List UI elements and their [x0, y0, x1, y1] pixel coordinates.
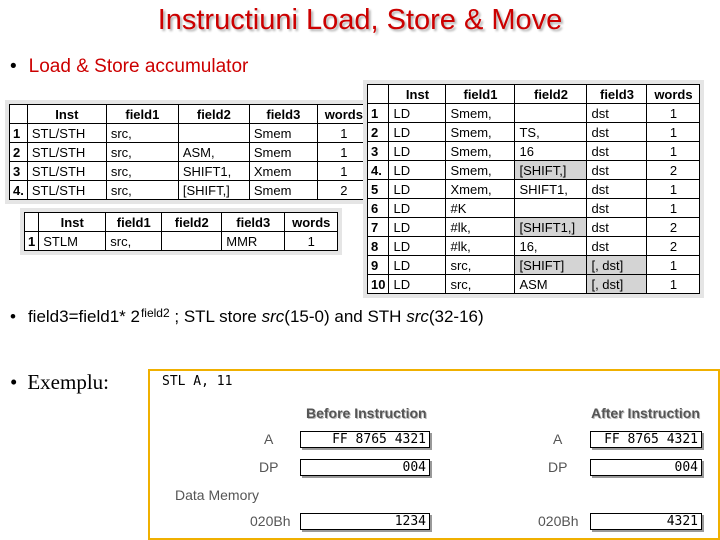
after-dp-label: DP — [548, 459, 568, 475]
cell-inst: LD — [389, 161, 446, 180]
table-row — [368, 237, 700, 256]
cell-field3: Smem — [249, 181, 317, 200]
cell-field3: dst — [587, 237, 647, 256]
stlm-header-field3: field3 — [222, 213, 285, 232]
store-header-field3: field3 — [249, 105, 317, 124]
cell-field1: Smem, — [446, 123, 515, 142]
bullet-load-store-text: Load & Store accumulator — [28, 56, 249, 77]
cell-field3: dst — [587, 161, 647, 180]
cell-field2 — [515, 199, 587, 218]
after-a-value: FF 8765 4321 — [590, 431, 702, 448]
row-number: 8 — [368, 237, 389, 256]
cell-inst: STL/STH — [27, 143, 106, 162]
row-number: 6 — [368, 199, 389, 218]
row-number: 1 — [25, 232, 39, 251]
data-memory-label: Data Memory — [175, 487, 260, 503]
cell-field1: #lk, — [446, 237, 515, 256]
cell-inst: STL/STH — [27, 124, 106, 143]
load-header-inst: Inst — [389, 85, 446, 104]
cell-field2: SHIFT1, — [178, 162, 249, 181]
after-memory-value: 4321 — [590, 513, 702, 530]
cell-words: 1 — [317, 162, 370, 181]
cell-inst: LD — [389, 218, 446, 237]
cell-field3: Smem — [249, 143, 317, 162]
cell-field1: src, — [106, 181, 178, 200]
cell-field1: Smem, — [446, 142, 515, 161]
cell-words: 1 — [647, 199, 700, 218]
table-row — [368, 123, 700, 142]
cell-field3: dst — [587, 104, 647, 123]
table-row — [368, 218, 700, 237]
cell-field3: Smem — [249, 124, 317, 143]
cell-inst: LD — [389, 142, 446, 161]
formula-mid: ; STL store — [169, 307, 262, 326]
table-row — [10, 162, 371, 181]
store-table — [9, 104, 371, 200]
cell-field1: Smem, — [446, 161, 515, 180]
before-a-label: A — [264, 431, 274, 447]
cell-field2: [SHIFT] — [515, 256, 587, 275]
cell-words: 1 — [647, 104, 700, 123]
bullet-formula — [10, 306, 484, 327]
formula-src-1: src — [261, 307, 285, 326]
formula-exponent: field2 — [140, 306, 170, 320]
cell-inst: LD — [389, 237, 446, 256]
row-number: 5 — [368, 180, 389, 199]
load-header-words: words — [647, 85, 700, 104]
cell-field2: [SHIFT1,] — [515, 218, 587, 237]
table-row — [368, 180, 700, 199]
load-table-wrapper — [363, 80, 704, 298]
table-row — [368, 142, 700, 161]
table-row — [10, 181, 371, 200]
store-header-num — [10, 105, 28, 124]
before-dp-value: 004 — [300, 459, 430, 476]
cell-field3: dst — [587, 142, 647, 161]
cell-field1: #lk, — [446, 218, 515, 237]
after-instruction-header: After Instruction — [591, 405, 700, 421]
cell-field1: src, — [106, 232, 162, 251]
cell-field2: ASM, — [178, 143, 249, 162]
cell-words: 1 — [647, 256, 700, 275]
table-row — [368, 161, 700, 180]
stlm-header-field2: field2 — [162, 213, 222, 232]
before-dp-label: DP — [259, 459, 279, 475]
load-table — [367, 84, 700, 294]
cell-words: 1 — [317, 143, 370, 162]
store-header-inst: Inst — [27, 105, 106, 124]
slide-title: Instructiuni Load, Store & Move — [157, 4, 563, 36]
cell-field2 — [515, 104, 587, 123]
bullet-dot: • — [10, 307, 16, 326]
store-table-wrapper — [5, 100, 375, 204]
cell-inst: LD — [389, 275, 446, 294]
bullet-load-store — [10, 56, 248, 78]
cell-field2: SHIFT1, — [515, 180, 587, 199]
cell-words: 1 — [647, 123, 700, 142]
load-header-num — [368, 85, 389, 104]
formula-prefix: field3=field1* 2 — [27, 307, 140, 326]
cell-inst: LD — [389, 123, 446, 142]
row-number: 9 — [368, 256, 389, 275]
cell-words: 2 — [647, 161, 700, 180]
cell-field1: src, — [106, 143, 178, 162]
cell-field1: Smem, — [446, 104, 515, 123]
before-instruction-header: Before Instruction — [306, 405, 427, 421]
cell-field3: dst — [587, 123, 647, 142]
table-row — [368, 256, 700, 275]
formula-range-2: (32-16) — [428, 307, 484, 326]
row-number: 1 — [10, 124, 28, 143]
cell-inst: LD — [389, 180, 446, 199]
formula-src-2: src — [406, 307, 429, 326]
bullet-example — [10, 370, 109, 395]
cell-field1: #K — [446, 199, 515, 218]
cell-field3: dst — [587, 199, 647, 218]
table-row — [368, 199, 700, 218]
cell-field1: Xmem, — [446, 180, 515, 199]
cell-words: 1 — [317, 124, 370, 143]
stlm-header-inst: Inst — [39, 213, 106, 232]
after-a-label: A — [553, 431, 563, 447]
cell-field2: [SHIFT,] — [178, 181, 249, 200]
row-number: 7 — [368, 218, 389, 237]
bullet-dot: • — [10, 56, 17, 77]
cell-field2 — [162, 232, 222, 251]
cell-field2: ASM — [515, 275, 587, 294]
row-number: 4. — [10, 181, 28, 200]
cell-words: 1 — [647, 275, 700, 294]
cell-field3: [, dst] — [587, 275, 647, 294]
cell-field2: [SHIFT,] — [515, 161, 587, 180]
table-row — [10, 143, 371, 162]
store-header-field2: field2 — [178, 105, 249, 124]
cell-words: 1 — [647, 142, 700, 161]
after-dp-value: 004 — [590, 459, 702, 476]
cell-inst: STLM — [39, 232, 106, 251]
bullet-dot: • — [10, 370, 18, 394]
cell-field1: src, — [446, 256, 515, 275]
cell-field1: src, — [446, 275, 515, 294]
stlm-header-num — [25, 213, 39, 232]
cell-words: 1 — [647, 180, 700, 199]
cell-inst: LD — [389, 256, 446, 275]
row-number: 10 — [368, 275, 389, 294]
cell-field2: 16 — [515, 142, 587, 161]
row-number: 4. — [368, 161, 389, 180]
cell-field3: MMR — [222, 232, 285, 251]
cell-inst: LD — [389, 199, 446, 218]
table-row — [25, 232, 338, 251]
stlm-header-field1: field1 — [106, 213, 162, 232]
cell-field2: TS, — [515, 123, 587, 142]
store-header-field1: field1 — [106, 105, 178, 124]
cell-field1: src, — [106, 162, 178, 181]
cell-field3: dst — [587, 180, 647, 199]
formula-range-1: (15-0) and STH — [284, 307, 407, 326]
cell-field3: Xmem — [249, 162, 317, 181]
cell-field3: [, dst] — [587, 256, 647, 275]
bullet-example-text: Exemplu: — [27, 370, 110, 394]
store-header-words: words — [317, 105, 370, 124]
load-header-field3: field3 — [587, 85, 647, 104]
stlm-table — [24, 212, 338, 251]
cell-field3: dst — [587, 218, 647, 237]
before-address-label: 020Bh — [250, 513, 291, 529]
row-number: 2 — [10, 143, 28, 162]
stlm-table-wrapper — [20, 208, 342, 255]
before-a-value: FF 8765 4321 — [300, 431, 430, 448]
load-header-field1: field1 — [446, 85, 515, 104]
row-number: 1 — [368, 104, 389, 123]
row-number: 2 — [368, 123, 389, 142]
example-code: STL A, 11 — [162, 374, 233, 389]
stlm-header-words: words — [285, 213, 338, 232]
row-number: 3 — [368, 142, 389, 161]
cell-inst: LD — [389, 104, 446, 123]
cell-field1: src, — [106, 124, 178, 143]
cell-words: 2 — [647, 218, 700, 237]
cell-field2: 16, — [515, 237, 587, 256]
cell-words: 2 — [317, 181, 370, 200]
after-address-label: 020Bh — [538, 513, 579, 529]
cell-inst: STL/STH — [27, 162, 106, 181]
cell-words: 2 — [647, 237, 700, 256]
table-row — [368, 104, 700, 123]
cell-field2 — [178, 124, 249, 143]
table-row — [368, 275, 700, 294]
load-header-field2: field2 — [515, 85, 587, 104]
table-row — [10, 124, 371, 143]
cell-words: 1 — [285, 232, 338, 251]
before-memory-value: 1234 — [300, 513, 430, 530]
row-number: 3 — [10, 162, 28, 181]
cell-inst: STL/STH — [27, 181, 106, 200]
